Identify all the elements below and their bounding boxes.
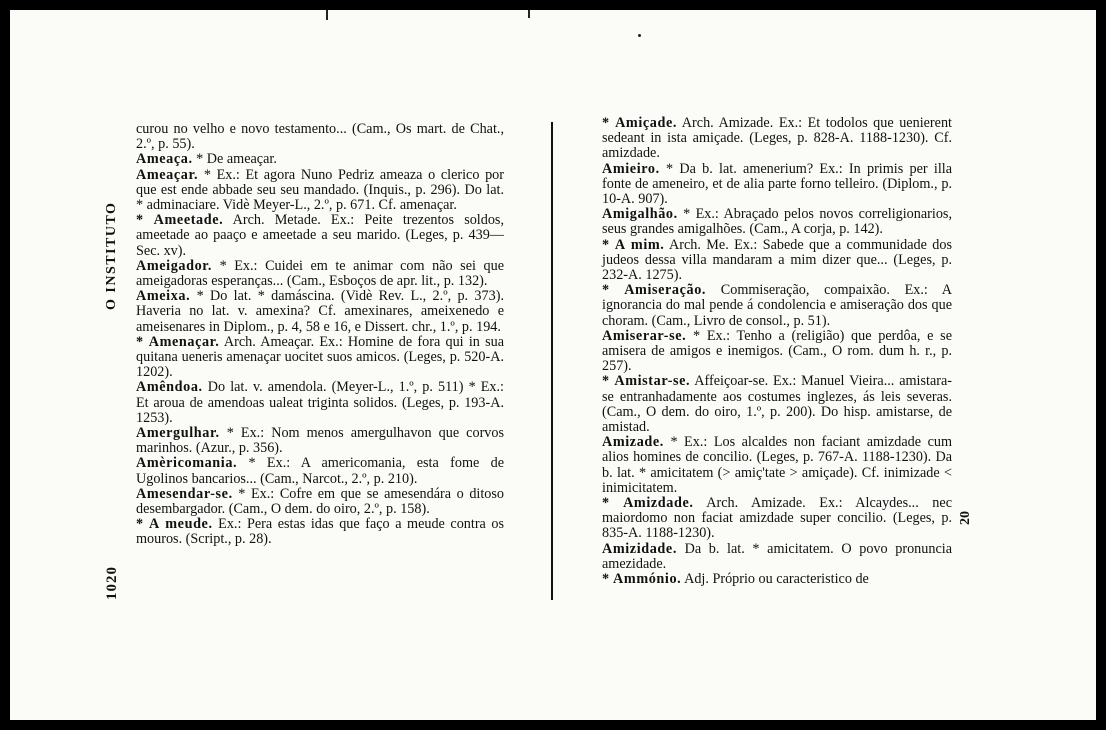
page-number-left: 1020 [104, 566, 120, 600]
headword: * Amiçade. [602, 115, 678, 131]
dictionary-entry [602, 374, 952, 435]
book-page-spread [10, 10, 1096, 720]
entry-text: * Ex.: Nom menos amergulhavon que corvos marinhos. (Azur., p. 356). [136, 425, 504, 457]
headword: Ameigador. [136, 257, 213, 274]
entry-text: Arch. Amizade. Ex.: Alcaydes... nec maiordomo non faciat amizdade super concilio. (Leges, p. 835-A. 1188-1230). [602, 495, 952, 542]
headword: Amizidade. [602, 540, 677, 557]
right-column [602, 116, 952, 587]
page-number-right: 20 [958, 511, 973, 525]
entry-text: * Do lat. * damáscina. (Vidè Rev. L., 2.º, p. 373). Haveria no lat. v. amexina? Cf. amexinares, ameixenedo e ameisenares in Diplom., p. 4, 58 e 16, e Dissert. chr., 1.º, p. 194. [136, 288, 504, 335]
dictionary-entry [136, 213, 504, 259]
headword: Ameaçar. [136, 166, 199, 183]
dictionary-entry [602, 238, 952, 284]
headword: Amergulhar. [136, 425, 220, 442]
headword: * A meude. [136, 516, 213, 533]
entry-text: * Ex.: Tenho a (religião) que perdôa, e se amisera de amigos e inemigos. (Cam., O rom. dum h. r., p. 257). [602, 327, 952, 375]
entry-text: Adj. Próprio ou caracteristico de [681, 571, 869, 588]
entry-text: * Da b. lat. amenerium? Ex.: In primis per illa fonte de ameneiro, et de alia parte forno telleiro. (Diplom., p. 10-A. 907). [602, 160, 952, 208]
dictionary-entry [602, 435, 952, 496]
entry-text: curou no velho e novo testamento... (Cam., Os mart. de Chat., 2.º, p. 55). [136, 121, 504, 153]
headword: Amèricomania. [136, 455, 238, 472]
entry-text: Do lat. v. amendola. (Meyer-L., 1.º, p. 511) * Ex.: Et aroua de amendoas ualeat triginta solidos. (Leges, p. 193-A. 1253). [136, 379, 504, 426]
dictionary-entry [136, 456, 504, 486]
entry-text: Arch. Metade. Ex.: Peite trezentos soldos, ameetade ao paaço e ameetade a seu marido. (Leges, p. 439—Sec. xv). [136, 212, 505, 259]
headword: Amieiro. [602, 160, 660, 177]
headword: * Amizdade. [602, 495, 694, 512]
dictionary-entry [602, 572, 952, 587]
entry-text: * Ex.: A americomania, esta fome de Ugolinos bancarios... (Cam., Narcot., 2.º, p. 210). [136, 455, 504, 487]
dictionary-entry [602, 283, 952, 329]
scan-mark-top-center [528, 10, 530, 18]
entry-text: * De ameaçar. [192, 151, 277, 168]
dictionary-entry [602, 162, 952, 208]
scan-dot [638, 34, 641, 37]
dictionary-entry [602, 329, 952, 375]
dictionary-entry [136, 517, 504, 547]
headword: Amigalhão. [602, 206, 678, 223]
entry-text: Da b. lat. * amicitatem. O povo pronuncia amezidade. [602, 540, 952, 572]
dictionary-entry [136, 289, 504, 335]
headword: Amizade. [602, 434, 664, 451]
headword: * A mim. [602, 236, 665, 253]
dictionary-entry [136, 487, 504, 517]
dictionary-entry [136, 122, 504, 152]
headword: * Amistar-se. [602, 373, 691, 390]
running-head: O INSTITUTO [104, 201, 119, 310]
dictionary-entry [136, 335, 504, 381]
dictionary-entry [602, 207, 952, 237]
dictionary-entry [136, 168, 504, 214]
headword: * Ameetade. [136, 212, 224, 229]
headword: * Ammónio. [602, 571, 682, 588]
entry-text: * Ex.: Et agora Nuno Pedriz ameaza o clerico por que est ende abbade seu seu mandado. (Inquis., p. 296). Do lat. * adminaciare. Vidè Meyer-L., 2.º, p. 671. Cf. amenaçar. [136, 166, 504, 214]
entry-text: Ex.: Pera estas idas que faço a meude contra os mouros. (Script., p. 28). [136, 516, 505, 548]
dictionary-entry [136, 259, 504, 289]
entry-text: Arch. Ameaçar. Ex.: Homine de fora qui in sua quitana ueneris amenaçar uocitet suos amicos. (Leges, p. 520-A. 1202). [136, 333, 505, 381]
entry-text: * Ex.: Los alcaldes non faciant amizdade cum alios homines de concilio. (Leges, p. 767-A. 1188-1230). Da b. lat. * amicitatem (> amiç'tate > amiçade). Cf. inimizade < inimicitatem. [602, 434, 952, 496]
dictionary-entry [136, 152, 504, 167]
dictionary-entry [136, 380, 504, 426]
entry-text: * Ex.: Cofre em que se amesendára o ditoso desembargador. (Cam., O dem. do oiro, 2.º, p. 158). [136, 485, 504, 518]
headword: * Amenaçar. [136, 333, 220, 350]
entry-text: * Ex.: Abraçado pelos novos correligionarios, seus grandes amigalhões. (Cam., A corja, p. 142). [602, 206, 952, 238]
dictionary-entry [136, 426, 504, 456]
headword: * Amiseração. [602, 282, 707, 299]
headword: Amiserar-se. [602, 327, 687, 344]
headword: Ameaça. [136, 151, 193, 168]
left-column [136, 122, 504, 548]
dictionary-entry [602, 496, 952, 542]
entry-text: Affeiçoar-se. Ex.: Manuel Vieira... amistara-se entranhadamente aos costumes inglezes, ás leis severas. (Cam., O dem. do oiro, 1.º, p. 200). Do hisp. amistarse, de amistad. [602, 373, 952, 436]
dictionary-entry [602, 542, 952, 572]
entry-text: Commiseração, compaixão. Ex.: A ignorancia do mal pende á condolencia e amiseração dos que choram. (Cam., Livro de consol., p. 51). [602, 282, 952, 329]
column-divider [551, 122, 553, 600]
entry-text: Arch. Me. Ex.: Sabede que a communidade dos judeos dessa villa mandaram a mim dizer que... (Leges, p. 232-A. 1275). [602, 236, 953, 284]
dictionary-entry [602, 116, 952, 162]
headword: Amêndoa. [136, 379, 203, 396]
headword: Ameixa. [136, 288, 191, 305]
headword: Amesendar-se. [136, 485, 233, 502]
scan-mark-top-left [326, 10, 328, 20]
entry-text: * Ex.: Cuidei em te animar com não sei que ameigadoras esperanças... (Cam., Esboços de apr. lit., p. 132). [136, 257, 504, 290]
entry-text: Arch. Amizade. Ex.: Et todolos que uenierent sedeant in ista amiçade. (Leges, p. 828-A. 1188-1230). Cf. amizdade. [602, 115, 952, 162]
